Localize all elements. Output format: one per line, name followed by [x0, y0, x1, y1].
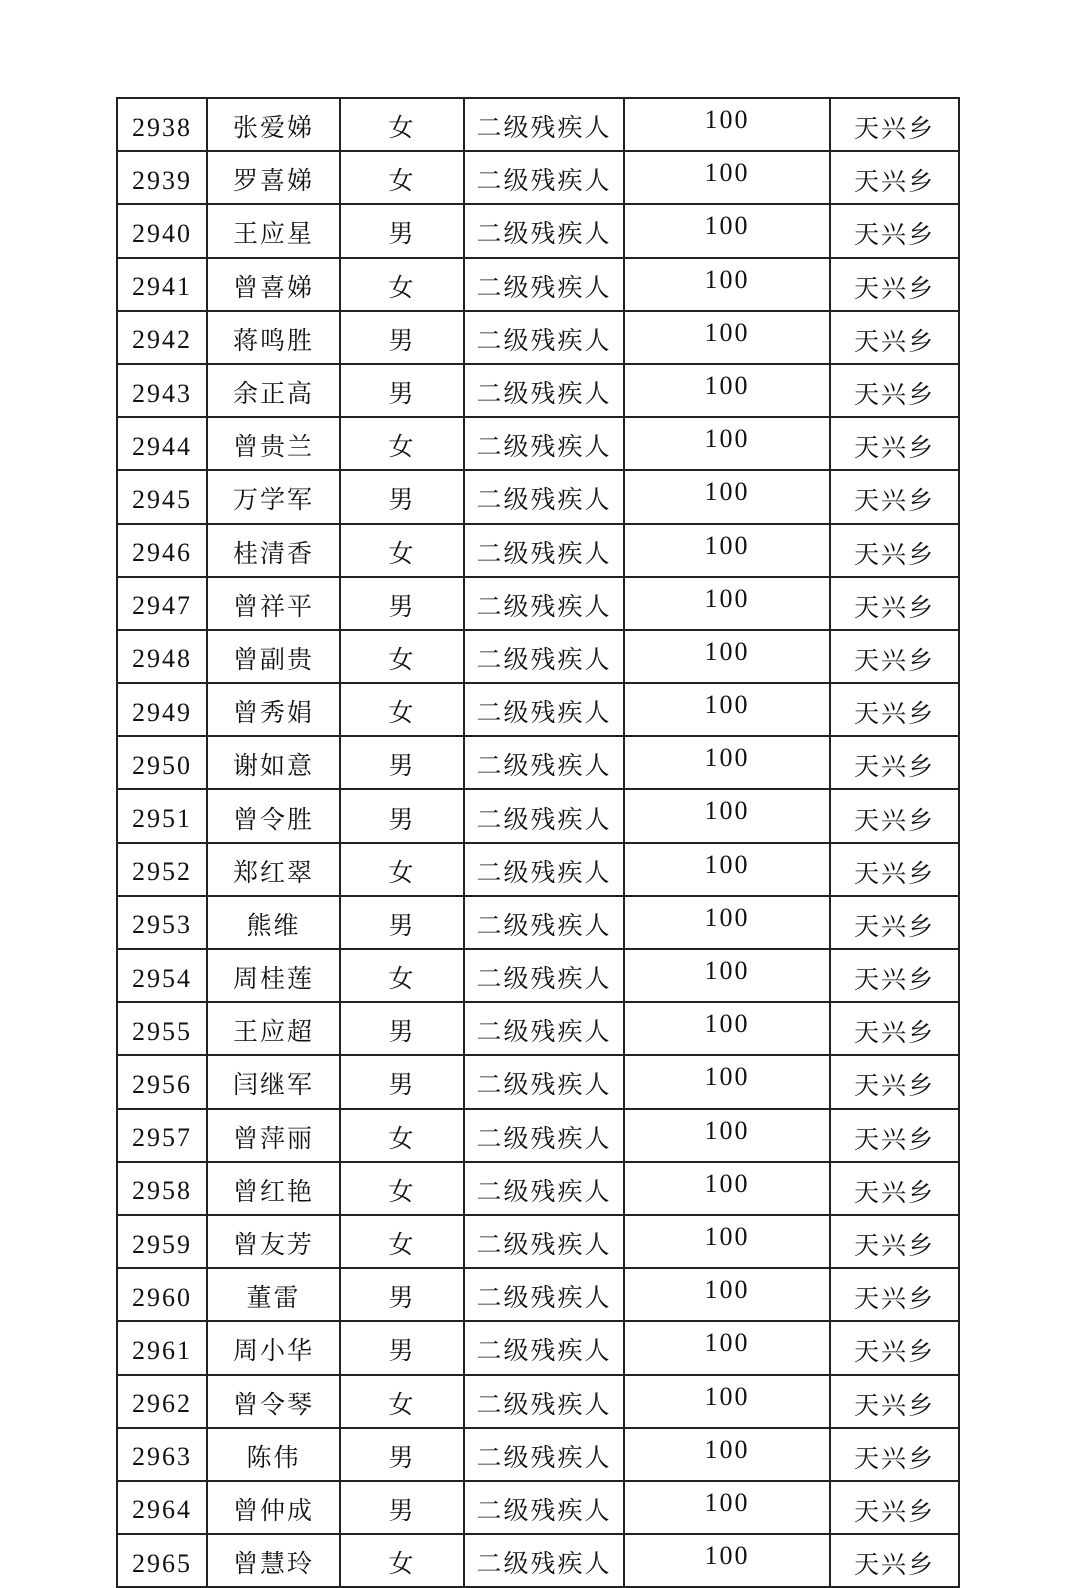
row-number-cell: 2957 — [117, 1109, 207, 1162]
gender-cell: 女 — [340, 417, 464, 470]
township-cell: 天兴乡 — [830, 1428, 959, 1481]
table-row — [117, 683, 959, 736]
gender-cell: 女 — [340, 1375, 464, 1428]
gender-cell: 男 — [340, 577, 464, 630]
disability-level-cell: 二级残疾人 — [464, 1375, 624, 1428]
disability-level-cell: 二级残疾人 — [464, 1055, 624, 1108]
disability-level-cell: 二级残疾人 — [464, 1321, 624, 1374]
table-row — [117, 630, 959, 683]
township-cell: 天兴乡 — [830, 1055, 959, 1108]
name-cell: 曾喜娣 — [207, 258, 340, 311]
name-cell: 陈伟 — [207, 1428, 340, 1481]
township-cell: 天兴乡 — [830, 417, 959, 470]
table-row — [117, 577, 959, 630]
amount-cell: 100 — [624, 417, 830, 470]
township-cell: 天兴乡 — [830, 98, 959, 151]
township-cell: 天兴乡 — [830, 1534, 959, 1587]
table-row — [117, 1321, 959, 1374]
disability-level-cell: 二级残疾人 — [464, 1215, 624, 1268]
gender-cell: 男 — [340, 1481, 464, 1534]
township-cell: 天兴乡 — [830, 151, 959, 204]
gender-cell: 男 — [340, 470, 464, 523]
disability-level-cell: 二级残疾人 — [464, 683, 624, 736]
gender-cell: 男 — [340, 896, 464, 949]
gender-cell: 男 — [340, 789, 464, 842]
table-row — [117, 1215, 959, 1268]
gender-cell: 女 — [340, 98, 464, 151]
name-cell: 万学军 — [207, 470, 340, 523]
amount-cell: 100 — [624, 311, 830, 364]
disability-level-cell: 二级残疾人 — [464, 789, 624, 842]
row-number-cell: 2942 — [117, 311, 207, 364]
gender-cell: 男 — [340, 1055, 464, 1108]
name-cell: 曾副贵 — [207, 630, 340, 683]
table-row — [117, 1268, 959, 1321]
table-row — [117, 1534, 959, 1587]
table-row — [117, 1055, 959, 1108]
disability-level-cell: 二级残疾人 — [464, 949, 624, 1002]
disability-level-cell: 二级残疾人 — [464, 896, 624, 949]
table-row — [117, 843, 959, 896]
gender-cell: 女 — [340, 524, 464, 577]
name-cell: 董雷 — [207, 1268, 340, 1321]
name-cell: 周小华 — [207, 1321, 340, 1374]
name-cell: 曾慧玲 — [207, 1534, 340, 1587]
disability-level-cell: 二级残疾人 — [464, 1534, 624, 1587]
amount-cell: 100 — [624, 896, 830, 949]
table-row — [117, 1002, 959, 1055]
name-cell: 熊维 — [207, 896, 340, 949]
amount-cell: 100 — [624, 949, 830, 1002]
disability-level-cell: 二级残疾人 — [464, 524, 624, 577]
table-row — [117, 524, 959, 577]
amount-cell: 100 — [624, 1109, 830, 1162]
gender-cell: 男 — [340, 1321, 464, 1374]
gender-cell: 女 — [340, 683, 464, 736]
disability-level-cell: 二级残疾人 — [464, 1481, 624, 1534]
gender-cell: 男 — [340, 311, 464, 364]
township-cell: 天兴乡 — [830, 949, 959, 1002]
amount-cell: 100 — [624, 683, 830, 736]
name-cell: 曾令胜 — [207, 789, 340, 842]
amount-cell: 100 — [624, 1215, 830, 1268]
disability-level-cell: 二级残疾人 — [464, 1428, 624, 1481]
disability-level-cell: 二级残疾人 — [464, 98, 624, 151]
amount-cell: 100 — [624, 1375, 830, 1428]
table-row — [117, 1428, 959, 1481]
name-cell: 余正高 — [207, 364, 340, 417]
name-cell: 曾仲成 — [207, 1481, 340, 1534]
amount-cell: 100 — [624, 1321, 830, 1374]
table-row — [117, 1481, 959, 1534]
amount-cell: 100 — [624, 1428, 830, 1481]
amount-cell: 100 — [624, 789, 830, 842]
row-number-cell: 2959 — [117, 1215, 207, 1268]
township-cell: 天兴乡 — [830, 470, 959, 523]
document-page — [116, 97, 958, 1588]
row-number-cell: 2953 — [117, 896, 207, 949]
name-cell: 王应星 — [207, 204, 340, 257]
township-cell: 天兴乡 — [830, 1162, 959, 1215]
name-cell: 曾红艳 — [207, 1162, 340, 1215]
gender-cell: 女 — [340, 949, 464, 1002]
name-cell: 张爱娣 — [207, 98, 340, 151]
amount-cell: 100 — [624, 843, 830, 896]
row-number-cell: 2956 — [117, 1055, 207, 1108]
row-number-cell: 2961 — [117, 1321, 207, 1374]
amount-cell: 100 — [624, 524, 830, 577]
gender-cell: 女 — [340, 1162, 464, 1215]
row-number-cell: 2944 — [117, 417, 207, 470]
amount-cell: 100 — [624, 1268, 830, 1321]
gender-cell: 女 — [340, 843, 464, 896]
name-cell: 周桂莲 — [207, 949, 340, 1002]
table-row — [117, 364, 959, 417]
name-cell: 曾令琴 — [207, 1375, 340, 1428]
township-cell: 天兴乡 — [830, 1481, 959, 1534]
row-number-cell: 2962 — [117, 1375, 207, 1428]
row-number-cell: 2955 — [117, 1002, 207, 1055]
table-row — [117, 1162, 959, 1215]
name-cell: 桂清香 — [207, 524, 340, 577]
row-number-cell: 2958 — [117, 1162, 207, 1215]
name-cell: 罗喜娣 — [207, 151, 340, 204]
disability-level-cell: 二级残疾人 — [464, 843, 624, 896]
table-row — [117, 1375, 959, 1428]
row-number-cell: 2952 — [117, 843, 207, 896]
gender-cell: 男 — [340, 1428, 464, 1481]
row-number-cell: 2941 — [117, 258, 207, 311]
amount-cell: 100 — [624, 577, 830, 630]
gender-cell: 男 — [340, 1002, 464, 1055]
township-cell: 天兴乡 — [830, 683, 959, 736]
table-row — [117, 417, 959, 470]
disability-level-cell: 二级残疾人 — [464, 417, 624, 470]
township-cell: 天兴乡 — [830, 364, 959, 417]
row-number-cell: 2945 — [117, 470, 207, 523]
township-cell: 天兴乡 — [830, 1109, 959, 1162]
disability-level-cell: 二级残疾人 — [464, 470, 624, 523]
row-number-cell: 2948 — [117, 630, 207, 683]
amount-cell: 100 — [624, 470, 830, 523]
row-number-cell: 2939 — [117, 151, 207, 204]
table-row — [117, 1109, 959, 1162]
township-cell: 天兴乡 — [830, 789, 959, 842]
amount-cell: 100 — [624, 98, 830, 151]
amount-cell: 100 — [624, 1055, 830, 1108]
gender-cell: 女 — [340, 1215, 464, 1268]
gender-cell: 女 — [340, 258, 464, 311]
amount-cell: 100 — [624, 1481, 830, 1534]
row-number-cell: 2946 — [117, 524, 207, 577]
township-cell: 天兴乡 — [830, 1002, 959, 1055]
name-cell: 曾贵兰 — [207, 417, 340, 470]
table-row — [117, 204, 959, 257]
disability-level-cell: 二级残疾人 — [464, 1268, 624, 1321]
row-number-cell: 2949 — [117, 683, 207, 736]
gender-cell: 男 — [340, 204, 464, 257]
township-cell: 天兴乡 — [830, 630, 959, 683]
row-number-cell: 2964 — [117, 1481, 207, 1534]
disability-level-cell: 二级残疾人 — [464, 1162, 624, 1215]
name-cell: 蒋鸣胜 — [207, 311, 340, 364]
township-cell: 天兴乡 — [830, 1375, 959, 1428]
gender-cell: 女 — [340, 151, 464, 204]
disability-level-cell: 二级残疾人 — [464, 311, 624, 364]
disability-level-cell: 二级残疾人 — [464, 1002, 624, 1055]
row-number-cell: 2963 — [117, 1428, 207, 1481]
amount-cell: 100 — [624, 1534, 830, 1587]
amount-cell: 100 — [624, 1162, 830, 1215]
disability-level-cell: 二级残疾人 — [464, 630, 624, 683]
row-number-cell: 2960 — [117, 1268, 207, 1321]
disability-level-cell: 二级残疾人 — [464, 204, 624, 257]
table-row — [117, 311, 959, 364]
row-number-cell: 2947 — [117, 577, 207, 630]
table-body — [117, 98, 959, 1587]
amount-cell: 100 — [624, 364, 830, 417]
table-row — [117, 151, 959, 204]
disability-level-cell: 二级残疾人 — [464, 364, 624, 417]
table-row — [117, 896, 959, 949]
township-cell: 天兴乡 — [830, 1321, 959, 1374]
gender-cell: 女 — [340, 630, 464, 683]
name-cell: 曾友芳 — [207, 1215, 340, 1268]
name-cell: 闫继军 — [207, 1055, 340, 1108]
row-number-cell: 2954 — [117, 949, 207, 1002]
amount-cell: 100 — [624, 1002, 830, 1055]
township-cell: 天兴乡 — [830, 736, 959, 789]
table-row — [117, 949, 959, 1002]
township-cell: 天兴乡 — [830, 577, 959, 630]
row-number-cell: 2943 — [117, 364, 207, 417]
name-cell: 谢如意 — [207, 736, 340, 789]
disability-level-cell: 二级残疾人 — [464, 151, 624, 204]
disability-level-cell: 二级残疾人 — [464, 258, 624, 311]
gender-cell: 男 — [340, 364, 464, 417]
amount-cell: 100 — [624, 204, 830, 257]
disability-level-cell: 二级残疾人 — [464, 736, 624, 789]
township-cell: 天兴乡 — [830, 524, 959, 577]
township-cell: 天兴乡 — [830, 258, 959, 311]
gender-cell: 女 — [340, 1109, 464, 1162]
table-row — [117, 789, 959, 842]
township-cell: 天兴乡 — [830, 311, 959, 364]
row-number-cell: 2951 — [117, 789, 207, 842]
gender-cell: 男 — [340, 1268, 464, 1321]
amount-cell: 100 — [624, 736, 830, 789]
gender-cell: 女 — [340, 1534, 464, 1587]
amount-cell: 100 — [624, 151, 830, 204]
gender-cell: 男 — [340, 736, 464, 789]
table-row — [117, 98, 959, 151]
township-cell: 天兴乡 — [830, 896, 959, 949]
name-cell: 王应超 — [207, 1002, 340, 1055]
township-cell: 天兴乡 — [830, 1215, 959, 1268]
amount-cell: 100 — [624, 258, 830, 311]
name-cell: 曾萍丽 — [207, 1109, 340, 1162]
table-row — [117, 470, 959, 523]
table-row — [117, 258, 959, 311]
amount-cell: 100 — [624, 630, 830, 683]
township-cell: 天兴乡 — [830, 1268, 959, 1321]
disability-level-cell: 二级残疾人 — [464, 1109, 624, 1162]
township-cell: 天兴乡 — [830, 843, 959, 896]
disability-level-cell: 二级残疾人 — [464, 577, 624, 630]
table-row — [117, 736, 959, 789]
row-number-cell: 2965 — [117, 1534, 207, 1587]
subsidy-list-table — [116, 97, 960, 1588]
name-cell: 郑红翠 — [207, 843, 340, 896]
row-number-cell: 2940 — [117, 204, 207, 257]
name-cell: 曾祥平 — [207, 577, 340, 630]
name-cell: 曾秀娟 — [207, 683, 340, 736]
row-number-cell: 2950 — [117, 736, 207, 789]
township-cell: 天兴乡 — [830, 204, 959, 257]
row-number-cell: 2938 — [117, 98, 207, 151]
